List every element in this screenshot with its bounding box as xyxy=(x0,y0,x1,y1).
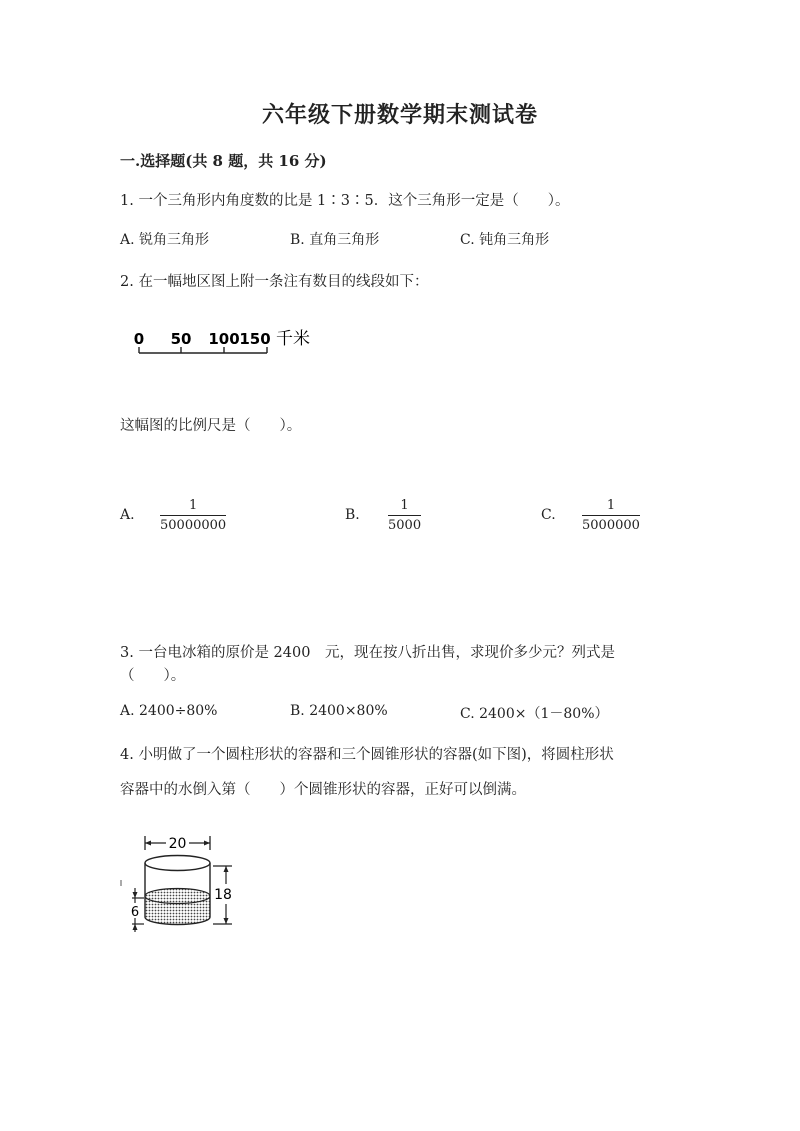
fraction-denominator: 5000 xyxy=(388,518,422,533)
question-2-option-a-letter: A. xyxy=(120,507,135,523)
question-2-option-b-letter: B. xyxy=(345,507,360,523)
question-2-option-a-fraction xyxy=(160,499,226,532)
question-3-text-line-1: 3. 一台电冰箱的原价是 2400 元，现在按八折出售，求现价多少元？列式是 xyxy=(120,645,615,661)
cylinder-figure xyxy=(118,828,248,938)
scale-unit-label: 千米 xyxy=(276,329,310,349)
scale-label-0: 0 xyxy=(133,330,145,348)
diameter-label: 20 xyxy=(168,836,187,852)
section-heading: 一.选择题(共 8 题，共 16 分) xyxy=(120,152,327,170)
water-fill xyxy=(145,889,210,925)
height-label: 18 xyxy=(214,887,232,903)
question-1-option-b: B. 直角三角形 xyxy=(290,232,380,248)
question-3-option-b: B. 2400×80% xyxy=(290,703,388,719)
fraction-numerator: 1 xyxy=(188,498,198,513)
question-4-text-line-2: 容器中的水倒入第（ ）个圆锥形状的容器，正好可以倒满。 xyxy=(120,782,526,798)
question-3-option-c: C. 2400×（1－80%） xyxy=(460,706,609,722)
scale-label-150: 150 xyxy=(239,330,271,348)
fraction-numerator: 1 xyxy=(606,498,616,513)
question-3-text-line-2: （ ）。 xyxy=(120,668,186,684)
fraction-numerator: 1 xyxy=(400,498,409,513)
question-2-option-c-letter: C. xyxy=(541,507,556,523)
water-height-label: 6 xyxy=(130,905,140,920)
question-2-text: 2. 在一幅地区图上附一条注有数目的线段如下： xyxy=(120,274,429,290)
cylinder-top xyxy=(145,856,210,871)
fraction-denominator: 5000000 xyxy=(582,518,640,533)
page-title: 六年级下册数学期末测试卷 xyxy=(261,102,538,128)
fraction-denominator: 50000000 xyxy=(160,518,227,533)
scale-label-100: 100 xyxy=(208,330,240,348)
question-4-text-line-1: 4. 小明做了一个圆柱形状的容器和三个圆锥形状的容器(如下图)，将圆柱形状 xyxy=(120,747,614,763)
question-1-option-a: A. 锐角三角形 xyxy=(120,232,210,248)
question-1-option-c: C. 钝角三角形 xyxy=(460,232,550,248)
question-3-option-a: A. 2400÷80% xyxy=(120,703,218,719)
question-2-prompt: 这幅图的比例尺是（ ）。 xyxy=(120,418,302,434)
question-2-option-c-fraction xyxy=(582,499,640,532)
question-2-option-b-fraction xyxy=(388,499,421,532)
scale-label-50: 50 xyxy=(170,330,192,348)
question-1-text: 1. 一个三角形内角度数的比是 1∶3∶5．这个三角形一定是（ ）。 xyxy=(120,193,570,209)
scale-bar-figure xyxy=(130,325,330,365)
